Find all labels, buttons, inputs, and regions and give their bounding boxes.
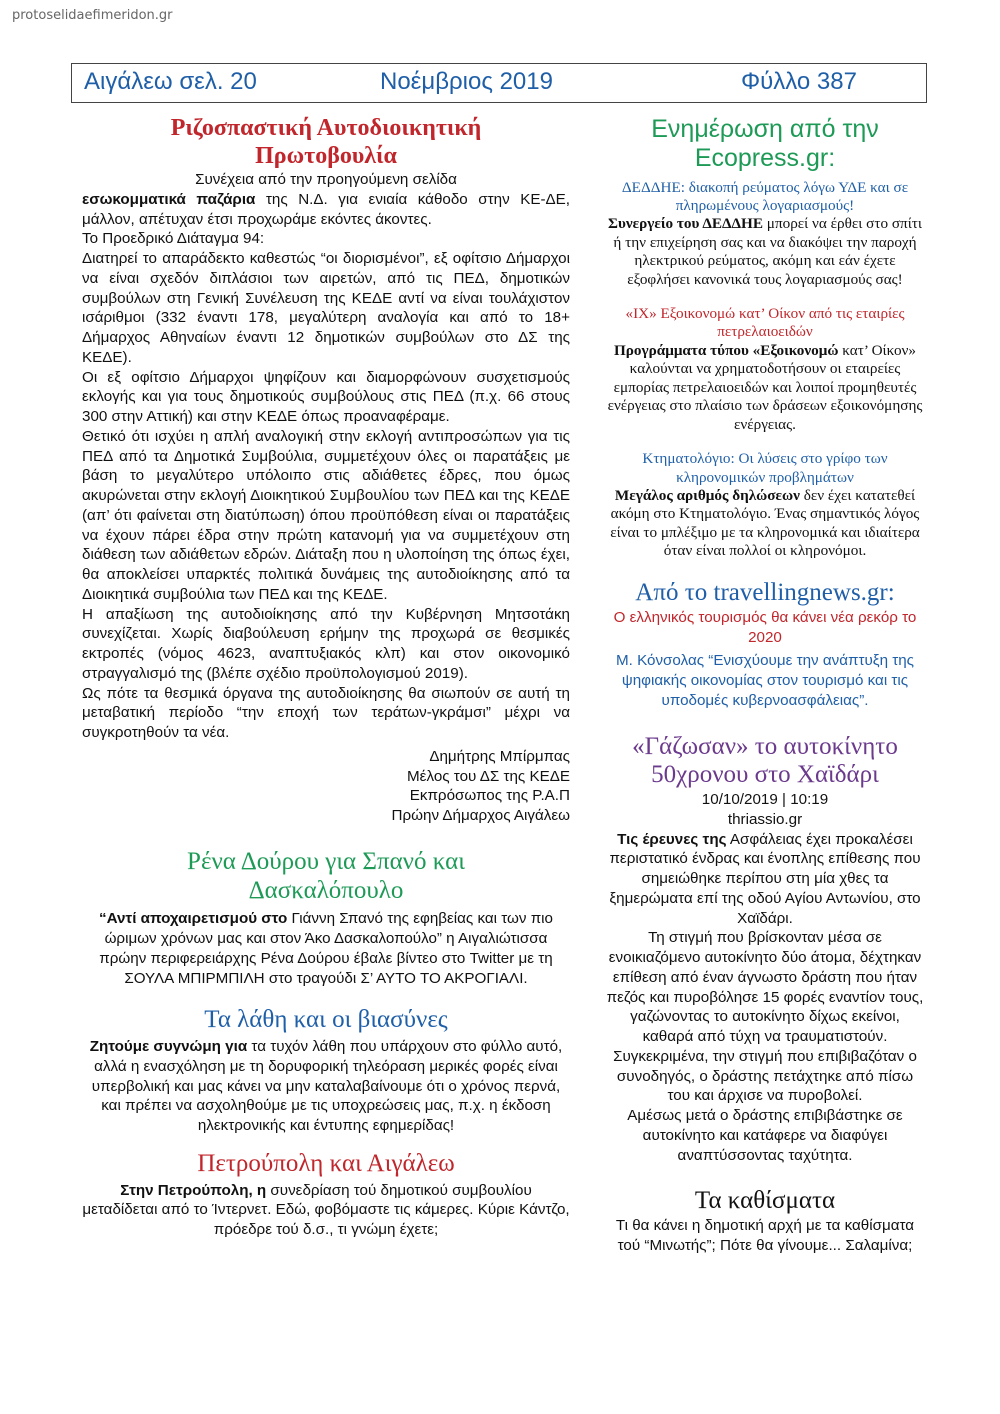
masthead-date: Νοέμβριος 2019 — [380, 68, 553, 95]
paragraph: Ως πότε τα θεσμικά όργανα της αυτοδιοίκησης θα σιωπούν σε αυτή τη μεταβατική περίοδο “την εποχή των τεράτων-γκράμσι” μέχρι να συγκροτηθούν τα νέα. — [82, 684, 570, 742]
paragraph: Τι θα κάνει η δημοτική αρχή με τα καθίσματα τού “Μινωτής”; Πότε θα γίνουμε... Σαλαμίνα; — [615, 1217, 915, 1254]
article-title: Από το travellingnews.gr: — [635, 579, 895, 607]
article-title: Πετρούπολη και Αιγάλεω — [197, 1149, 455, 1177]
article-title: Τα καθίσματα — [694, 1187, 836, 1215]
masthead-sheet-number: Φύλλο 387 — [741, 68, 857, 95]
article-title: «Γάζωσαν» το αυτοκίνητο 50χρονου στο Χαϊδάρι — [632, 732, 898, 789]
news-headline: Ο ελληνικός τουρισμός θα κάνει νέα ρεκόρ το 2020 — [613, 608, 917, 646]
signature-line: Εκπρόσωπος της Ρ.Α.Π — [409, 787, 570, 805]
article-seats — [605, 1187, 925, 1255]
right-column — [605, 115, 925, 1256]
paragraph: εσωκομματικά παζάρια της Ν.Δ. για ενιαία κάθοδο στην ΚΕ-ΔΕ, μάλλον, απέτυχαν έτσι προχωράμε εκόντες άκοντες. — [82, 190, 571, 228]
paragraph: Συνεργείο του ΔΕΔΔΗΕ μπορεί να έρθει στο σπίτι ή την επιχείρηση σας και να διακόψει την παροχή ηλεκτρικού ρεύματος, ακόμη και εάν έχετε εξοφλήσει κανονικά τους λογαριασμούς σας! — [608, 214, 922, 288]
news-headline: Μ. Κόνσολας “Ενισχύουμε την ανάπτυξη της ψηφιακής οικονομίας στον τουρισμό και τις υποδομές κυβερνοασφάλειας”. — [615, 652, 915, 709]
article-date: 10/10/2019 | 10:19 — [701, 791, 829, 809]
news-headline: Κτηματολόγιο: Οι λύσεις στο γρίφο των κληρονομικών προβλημάτων — [642, 450, 888, 486]
article-rena-dourou — [82, 848, 570, 989]
masthead-issue-page: Αιγάλεω σελ. 20 — [84, 68, 257, 95]
paragraph: Η απαξίωση της αυτοδιοίκησης από την Κυβέρνηση Μητσοτάκη συνεχίζεται. Χωρίς διαβούλευση ερήμην της προχωρά σε θεσμικές εκτροπές (νόμος 4623, αναπτυξιακός κλπ) και στον οικονομικό στραγγαλισμό της (βλέπε σχέδιο προϋπολογισμού 2019). — [82, 605, 570, 682]
article-mistakes — [82, 1006, 570, 1136]
paragraph: Μεγάλος αριθμός δηλώσεων δεν έχει κατατεθεί ακόμη στο Κτηματολόγιο. Ένας σημαντικός λόγος είναι το μπλέξιμο με τα κληρονομικά και ιδιαίτερα όταν είναι πολλοί οι κληρονόμοι. — [610, 486, 920, 560]
article-source: thriassio.gr — [727, 810, 803, 828]
signature — [82, 747, 570, 826]
watermark: protoselidaefimeridon.gr — [12, 8, 173, 23]
masthead — [71, 63, 927, 103]
paragraph: “Αντί αποχαιρετισμού στο Γιάννη Σπανό της εφηβείας και των πιο ώριμων χρόνων μας και στον Άκο Δασκαλοπούλο” η Αιγαλιώτισσα πρώην περιφερειάρχης Ρένα Δούρου έβαλε βίντεο στο Twitter με τη ΣΟΥΛΑ ΜΠΙΡΜΠΙΛΗ στο τραγούδι Σ’ ΑΥΤΟ ΤΟ ΑΚΡΟΓΙΑΛΙ. — [98, 910, 554, 987]
paragraph: Προγράμματα τύπου «Εξοικονομώ κατ’ Οίκον» καλούνται να χρηματοδοτήσουν οι εταιρείες εμπορίας πετρελαιοειδών και λοιποί προμηθευτές ενέργειας στο πλαίσιο των δράσεων εξοικονόμησης ενέργειας. — [607, 341, 923, 433]
article-title: Ρένα Δούρου για Σπανό και Δασκαλόπουλο — [187, 847, 465, 904]
signature-line: Πρώην Δήμαρχος Αιγάλεω — [391, 807, 570, 825]
article-petroupoli — [82, 1150, 570, 1240]
paragraph: Συγκεκριμένα, την στιγμή που επιβιβαζόταν ο συνοδηγός, ο δράστης πετάχτηκε από πίσω του και άρχισε να πυροβολεί. — [613, 1047, 917, 1105]
paragraph: Ζητούμε συγνώμη για τα τυχόν λάθη που υπάρχουν στο φύλλο αυτό, αλλά η ενασχόληση με τη δορυφορική τηλεόραση μερικές φορές είναι υπερβολική και μας κάνει να μην καταλαβαίνουμε ότι ο χρόνος περνά, και πρέπει να ασχοληθούμε με τις υποχρεώσεις μας, π.χ. η έκδοση ηλεκτρονικής και έντυπης εφημερίδας! — [89, 1038, 563, 1135]
paragraph: Θετικό ότι ισχύει η απλή αναλογική στην εκλογή αντιπροσώπων για τις ΠΕΔ από τα Δημοτικά Συμβούλια, συμμετέχουν όλες οι παρατάξεις με βάση το μεγαλύτερο υπόλοιπο στις αδιάθετες έδρες, που όμως ακυρώνεται στην εκλογή Διοικητικού Συμβουλίου των ΠΕΔ και της ΚΕΔΕ (απ’ ότι φαίνεται στη διατύπωση) όπου προϋπόθεση είναι οι παρατάξεις να έχουν πάρει έδρα στην πρώτη κατανομή για να συμμετέχουν στη διάθεση των αδιάθετων εδρών. Διάταξη που η υλοποίηση της όπως έχει, θα αποκλείσει υπαρκτές πολιτικά δυνάμεις της αυτοδιοίκησης από τα Διοικητικά συμβούλια των ΠΕΔ και της ΚΕΔΕ. — [82, 427, 570, 603]
left-column — [82, 115, 570, 1240]
article-intro: Συνέχεια από την προηγούμενη σελίδα — [195, 171, 457, 189]
article-ecopress — [605, 115, 925, 561]
news-headline: ΔΕΔΔΗΕ: διακοπή ρεύματος λόγω ΥΔΕ και σε πληρωμένους λογαριασμούς! — [621, 178, 909, 214]
news-headline: «ΙΧ» Εξοικονομώ κατ’ Οίκον από τις εταιρίες πετρελαιοειδών — [625, 305, 905, 341]
article-gazosan — [605, 733, 925, 1166]
article-title: Ενημέρωση από την Ecopress.gr: — [651, 115, 879, 172]
paragraph: Τις έρευνες της Ασφάλειας έχει προκαλέσει περιστατικό ένδρας και ένοπλης επίθεσης που σημειώθηκε περίπου στη μία χθες τα ξημερώματα επί της οδού Αγίου Αντωνίου, στο Χαϊδάρι. — [609, 830, 921, 927]
article-title: Τα λάθη και οι βιασύνες — [204, 1006, 448, 1034]
article-radical-initiative — [82, 115, 570, 826]
paragraph: Το Προεδρικό Διάταγμα 94: — [82, 230, 265, 248]
article-travellingnews — [605, 579, 925, 711]
paragraph: Τη στιγμή που βρίσκονταν μέσα σε ενοικιαζόμενο αυτοκίνητο δύο άτομα, δέχτηκαν επίθεση από έναν άγνωστο δράστη που ήταν πεζός και πυροβόλησε 15 φορές εναντίον τους, γαζώνοντας το αυτοκίνητο δίχως εκείνοι, καθαρά από τύχη να τραυματιστούν. — [606, 929, 924, 1046]
paragraph: Αμέσως μετά ο δράστης επιβιβάστηκε σε αυτοκίνητο και κατάφερε να διαφύγει αναπτύσσοντας ταχύτητα. — [627, 1107, 903, 1164]
paragraph: Διατηρεί το απαράδεκτο καθεστώς “οι διορισμένοι”, εξ οφίτσιο Δήμαρχοι να είναι σχεδόν διπλάσιοι των αιρετών, από τις ΠΕΔ, δημοτικών συμβούλων στη Γενική Συνέλευση της ΚΕΔΕ αντί να είναι τουλάχιστον ισάριθμοι (332 έναντι 178, μεγαλύτερη αναλογία και από το 18+ Δήμαρχος Αθηναίων έναντι 12 δημοτικών συμβούλων στο ΔΣ της ΚΕΔΕ). — [82, 250, 570, 366]
article-title: Ριζοσπαστική Αυτοδιοικητική Πρωτοβουλία — [170, 115, 482, 169]
paragraph: Οι εξ οφίτσιο Δήμαρχοι ψηφίζουν και διαμορφώνουν συσχετισμούς εκλογής και για τους δημοτικούς συμβούλους στις ΠΕΔ (π.χ. 66 στους 300 στην Αττική) και στην ΚΕΔΕ όπως προαναφέραμε. — [82, 368, 570, 426]
paragraph: Στην Πετρούπολη, η συνεδρίαση τού δημοτικού συμβουλίου μεταδίδεται από το Ίντερνετ. Εδώ, φοβόμαστε τις κάμερες. Κύριε Κάντζο, πρόεδρε τού δ.σ., τι γνώμη έχετε; — [82, 1181, 570, 1239]
signature-line: Δημήτρης Μπίρμπας — [429, 747, 570, 765]
signature-line: Μέλος του ΔΣ της ΚΕΔΕ — [407, 767, 570, 785]
